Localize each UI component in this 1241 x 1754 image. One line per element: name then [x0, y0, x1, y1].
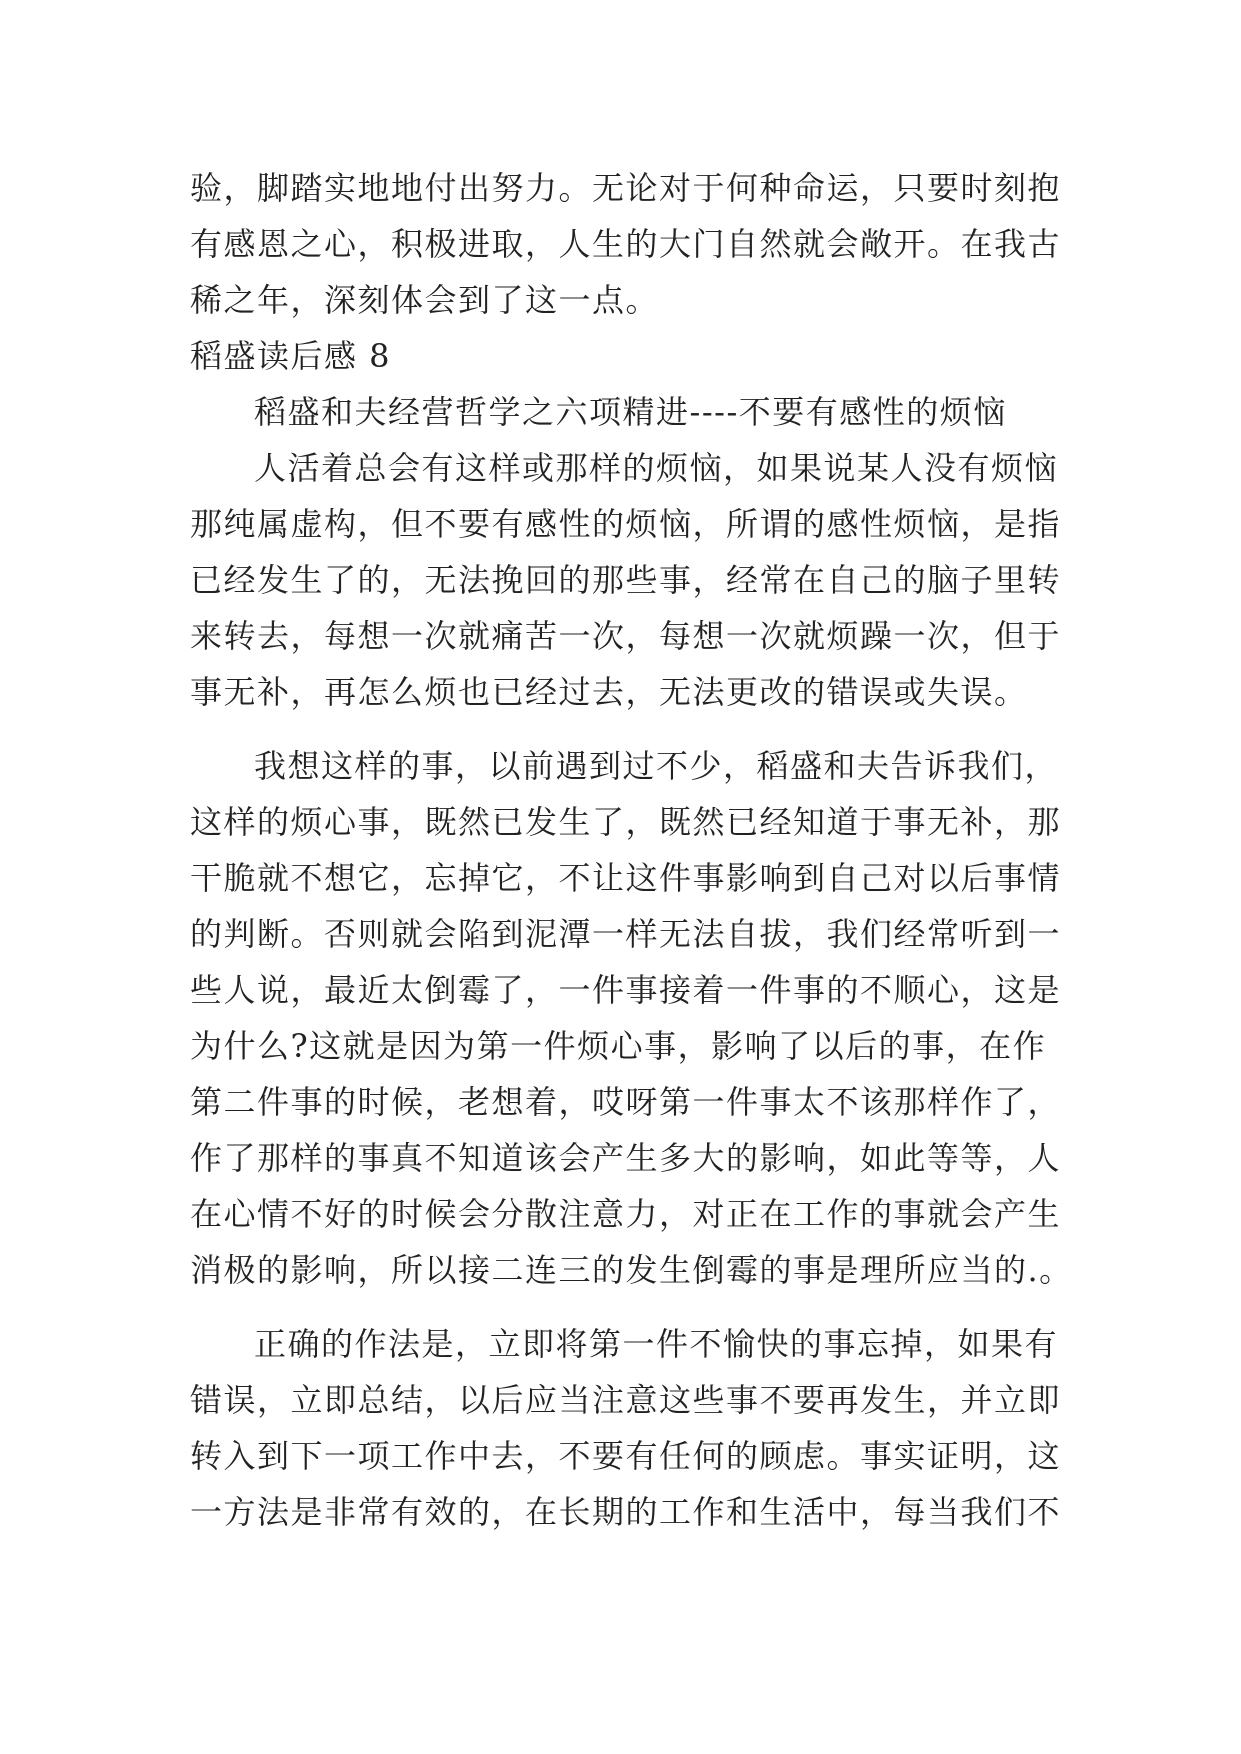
text-line: 人活着总会有这样或那样的烦恼，如果说某人没有烦恼 [254, 449, 1059, 487]
text-line: 有感恩之心，积极进取，人生的大门自然就会敞开。在我古 [190, 225, 1062, 263]
text-line: 一方法是非常有效的，在长期的工作和生活中，每当我们不 [190, 1493, 1062, 1531]
paragraph-2 [190, 738, 1073, 1298]
text-line: 的判断。否则就会陷到泥潭一样无法自拔，我们经常听到一 [190, 915, 1062, 953]
text-line: 在心情不好的时候会分散注意力，对正在工作的事就会产生 [190, 1195, 1062, 1233]
text-line: 些人说，最近太倒霉了，一件事接着一件事的不顺心，这是 [190, 971, 1062, 1009]
text-line: 已经发生了的，无法挽回的那些事，经常在自己的脑子里转 [190, 561, 1062, 599]
paragraph-3 [190, 1316, 1061, 1540]
text-line: 这样的烦心事，既然已发生了，既然已经知道于事无补，那 [190, 803, 1062, 841]
text-line: 第二件事的时候，老想着，哎呀第一件事太不该那样作了， [190, 1083, 1062, 1121]
text-line: 验，脚踏实地地付出努力。无论对于何种命运，只要时刻抱 [190, 169, 1062, 207]
text-line: 那纯属虚构，但不要有感性的烦恼，所谓的感性烦恼，是指 [190, 505, 1062, 543]
text-line: 来转去，每想一次就痛苦一次，每想一次就烦躁一次，但于 [190, 617, 1062, 655]
text-line: 错误，立即总结，以后应当注意这些事不要再发生，并立即 [190, 1381, 1062, 1419]
paragraph-1 [190, 440, 1061, 720]
intro-paragraph [190, 160, 1061, 328]
text-line: 作了那样的事真不知道该会产生多大的影响，如此等等，人 [190, 1139, 1062, 1177]
text-line: 干脆就不想它，忘掉它，不让这件事影响到自己对以后事情 [190, 859, 1062, 897]
text-line: 正确的作法是，立即将第一件不愉快的事忘掉，如果有 [254, 1325, 1059, 1363]
text-line: 事无补，再怎么烦也已经过去，无法更改的错误或失误。 [190, 673, 1028, 711]
section-heading: 稻盛读后感 8 [190, 337, 392, 375]
text-line: 为什么?这就是因为第一件烦心事，影响了以后的事，在作 [190, 1027, 1047, 1065]
text-line: 我想这样的事，以前遇到过不少，稻盛和夫告诉我们， [254, 747, 1059, 785]
text-line: 消极的影响，所以接二连三的发生倒霉的事是理所应当的.。 [190, 1251, 1073, 1289]
text-line: 转入到下一项工作中去，不要有任何的顾虑。事实证明，这 [190, 1437, 1062, 1475]
article-subtitle: 稻盛和夫经营哲学之六项精进----不要有感性的烦恼 [254, 393, 1007, 431]
text-line: 稀之年，深刻体会到了这一点。 [190, 281, 660, 319]
